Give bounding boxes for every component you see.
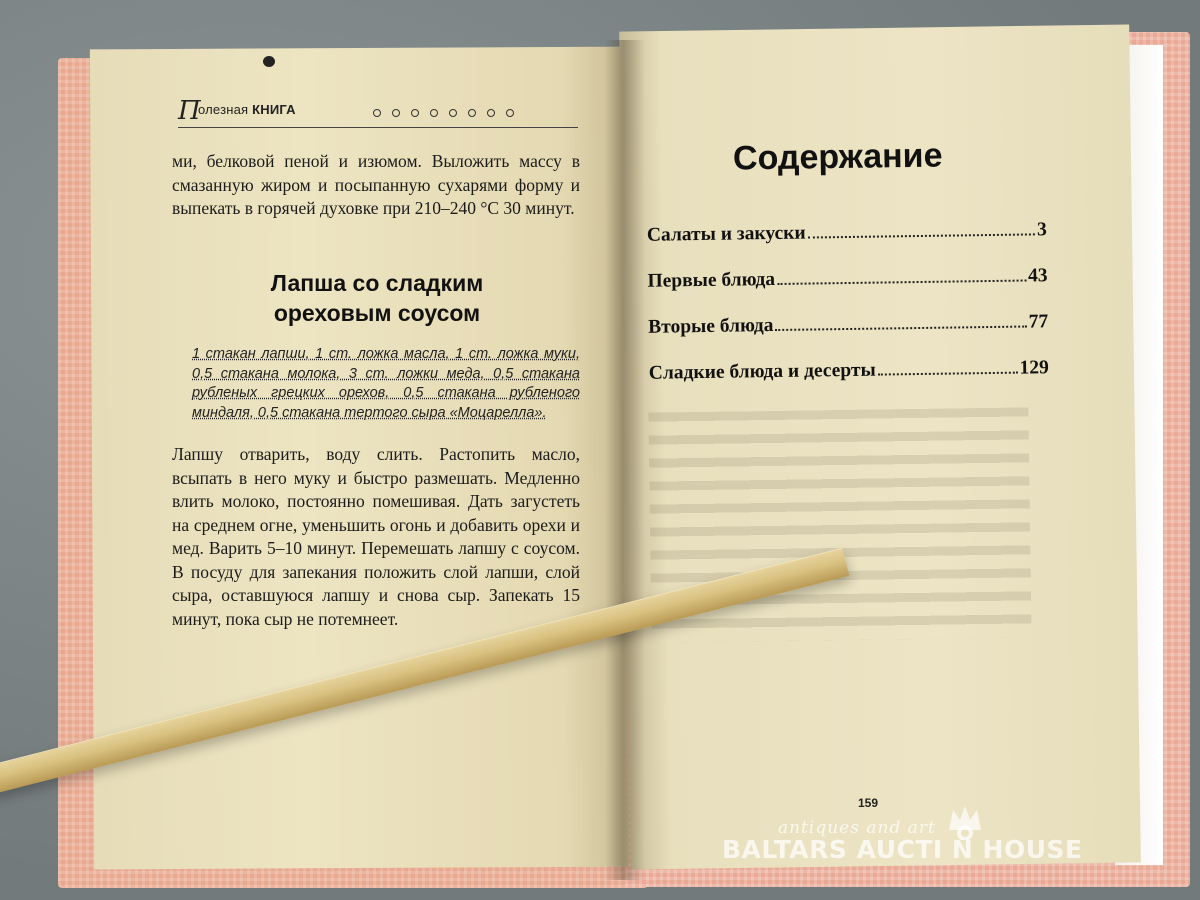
- header-dots: [373, 109, 514, 117]
- toc-item: [649, 357, 1050, 409]
- ornament-dot: [449, 109, 457, 117]
- ornament-dot: [506, 109, 514, 117]
- toc-leader: [808, 233, 1035, 238]
- toc-leader: [777, 280, 1026, 285]
- crown-icon: [945, 800, 985, 840]
- toc-item-page: 3: [1036, 219, 1047, 241]
- toc-item: [648, 311, 1049, 363]
- ornament-dot: [411, 109, 419, 117]
- toc-item-label: Первые блюда: [647, 269, 776, 292]
- header-initial: П: [178, 96, 201, 126]
- toc-list: [647, 219, 1050, 409]
- toc-item: [647, 219, 1048, 271]
- toc-item-page: 43: [1027, 265, 1048, 287]
- header-rule: [178, 127, 578, 128]
- page-number: 159: [858, 796, 879, 810]
- header-title-a: олезная: [198, 102, 253, 117]
- recipe-title-line1: Лапша со сладким: [270, 270, 484, 296]
- toc-item-label: Сладкие блюда и десерты: [648, 359, 876, 384]
- toc-item-page: 77: [1028, 311, 1049, 333]
- toc-leader: [775, 326, 1026, 332]
- watermark-brand: BALTARS AUCTI N HOUSE: [722, 835, 1083, 864]
- page-stain: [263, 56, 275, 67]
- recipe-title-line2: ореховым соусом: [273, 300, 481, 326]
- toc-item-page: 129: [1019, 357, 1049, 379]
- ingredients-list: [192, 345, 580, 423]
- ingredients-text: 1 стакан лапши, 1 ст. ложка масла, 1 ст. ложка муки, 0,5 стакана молока, 3 ст. ложки меда, 0,5 стакана рубленых грецких орехов, 0,5 стакана рубленого миндаля, 0,5 стакана тертого сыра «Моцарелла».: [192, 346, 580, 421]
- toc-title: Содержание: [732, 136, 943, 178]
- recipe-instructions: Лапшу отварить, воду слить. Растопить масло, всыпать в него муку и быстро размешать. Медленно влить молоко, постоянно помешивая. Дать загустеть на среднем огне, уменьшить огонь и добавить орехи и мед. Варить 5–10 минут. Перемешать лапшу с соусом. В посуду для запекания положить слой лапши, слой сыра, оставшуюся лапшу и снова сыр. Запекать 15 минут, пока сыр не потемнеет.: [172, 444, 580, 629]
- ornament-dot: [430, 109, 438, 117]
- book-spine-shadow: [605, 40, 645, 880]
- header-title-b: КНИГА: [252, 102, 296, 117]
- ornament-dot: [392, 109, 400, 117]
- toc-item-label: Вторые блюда: [648, 315, 774, 338]
- paragraph-continued: ми, белковой пеной и изюмом. Выложить массу в смазанную жиром и посыпанную сухарями форму и выпекать в горячей духовке при 210–240 °С 30 минут.: [172, 151, 580, 218]
- watermark-tagline: antiques and art: [778, 818, 936, 838]
- ornament-dot: [373, 109, 381, 117]
- toc-leader: [878, 372, 1018, 376]
- toc-item: [647, 265, 1048, 317]
- running-header: [178, 96, 598, 126]
- ornament-dot: [487, 109, 495, 117]
- toc-item-label: Салаты и закуски: [646, 222, 806, 246]
- recipe-title: [172, 268, 582, 328]
- ornament-dot: [468, 109, 476, 117]
- header-title: [198, 102, 296, 117]
